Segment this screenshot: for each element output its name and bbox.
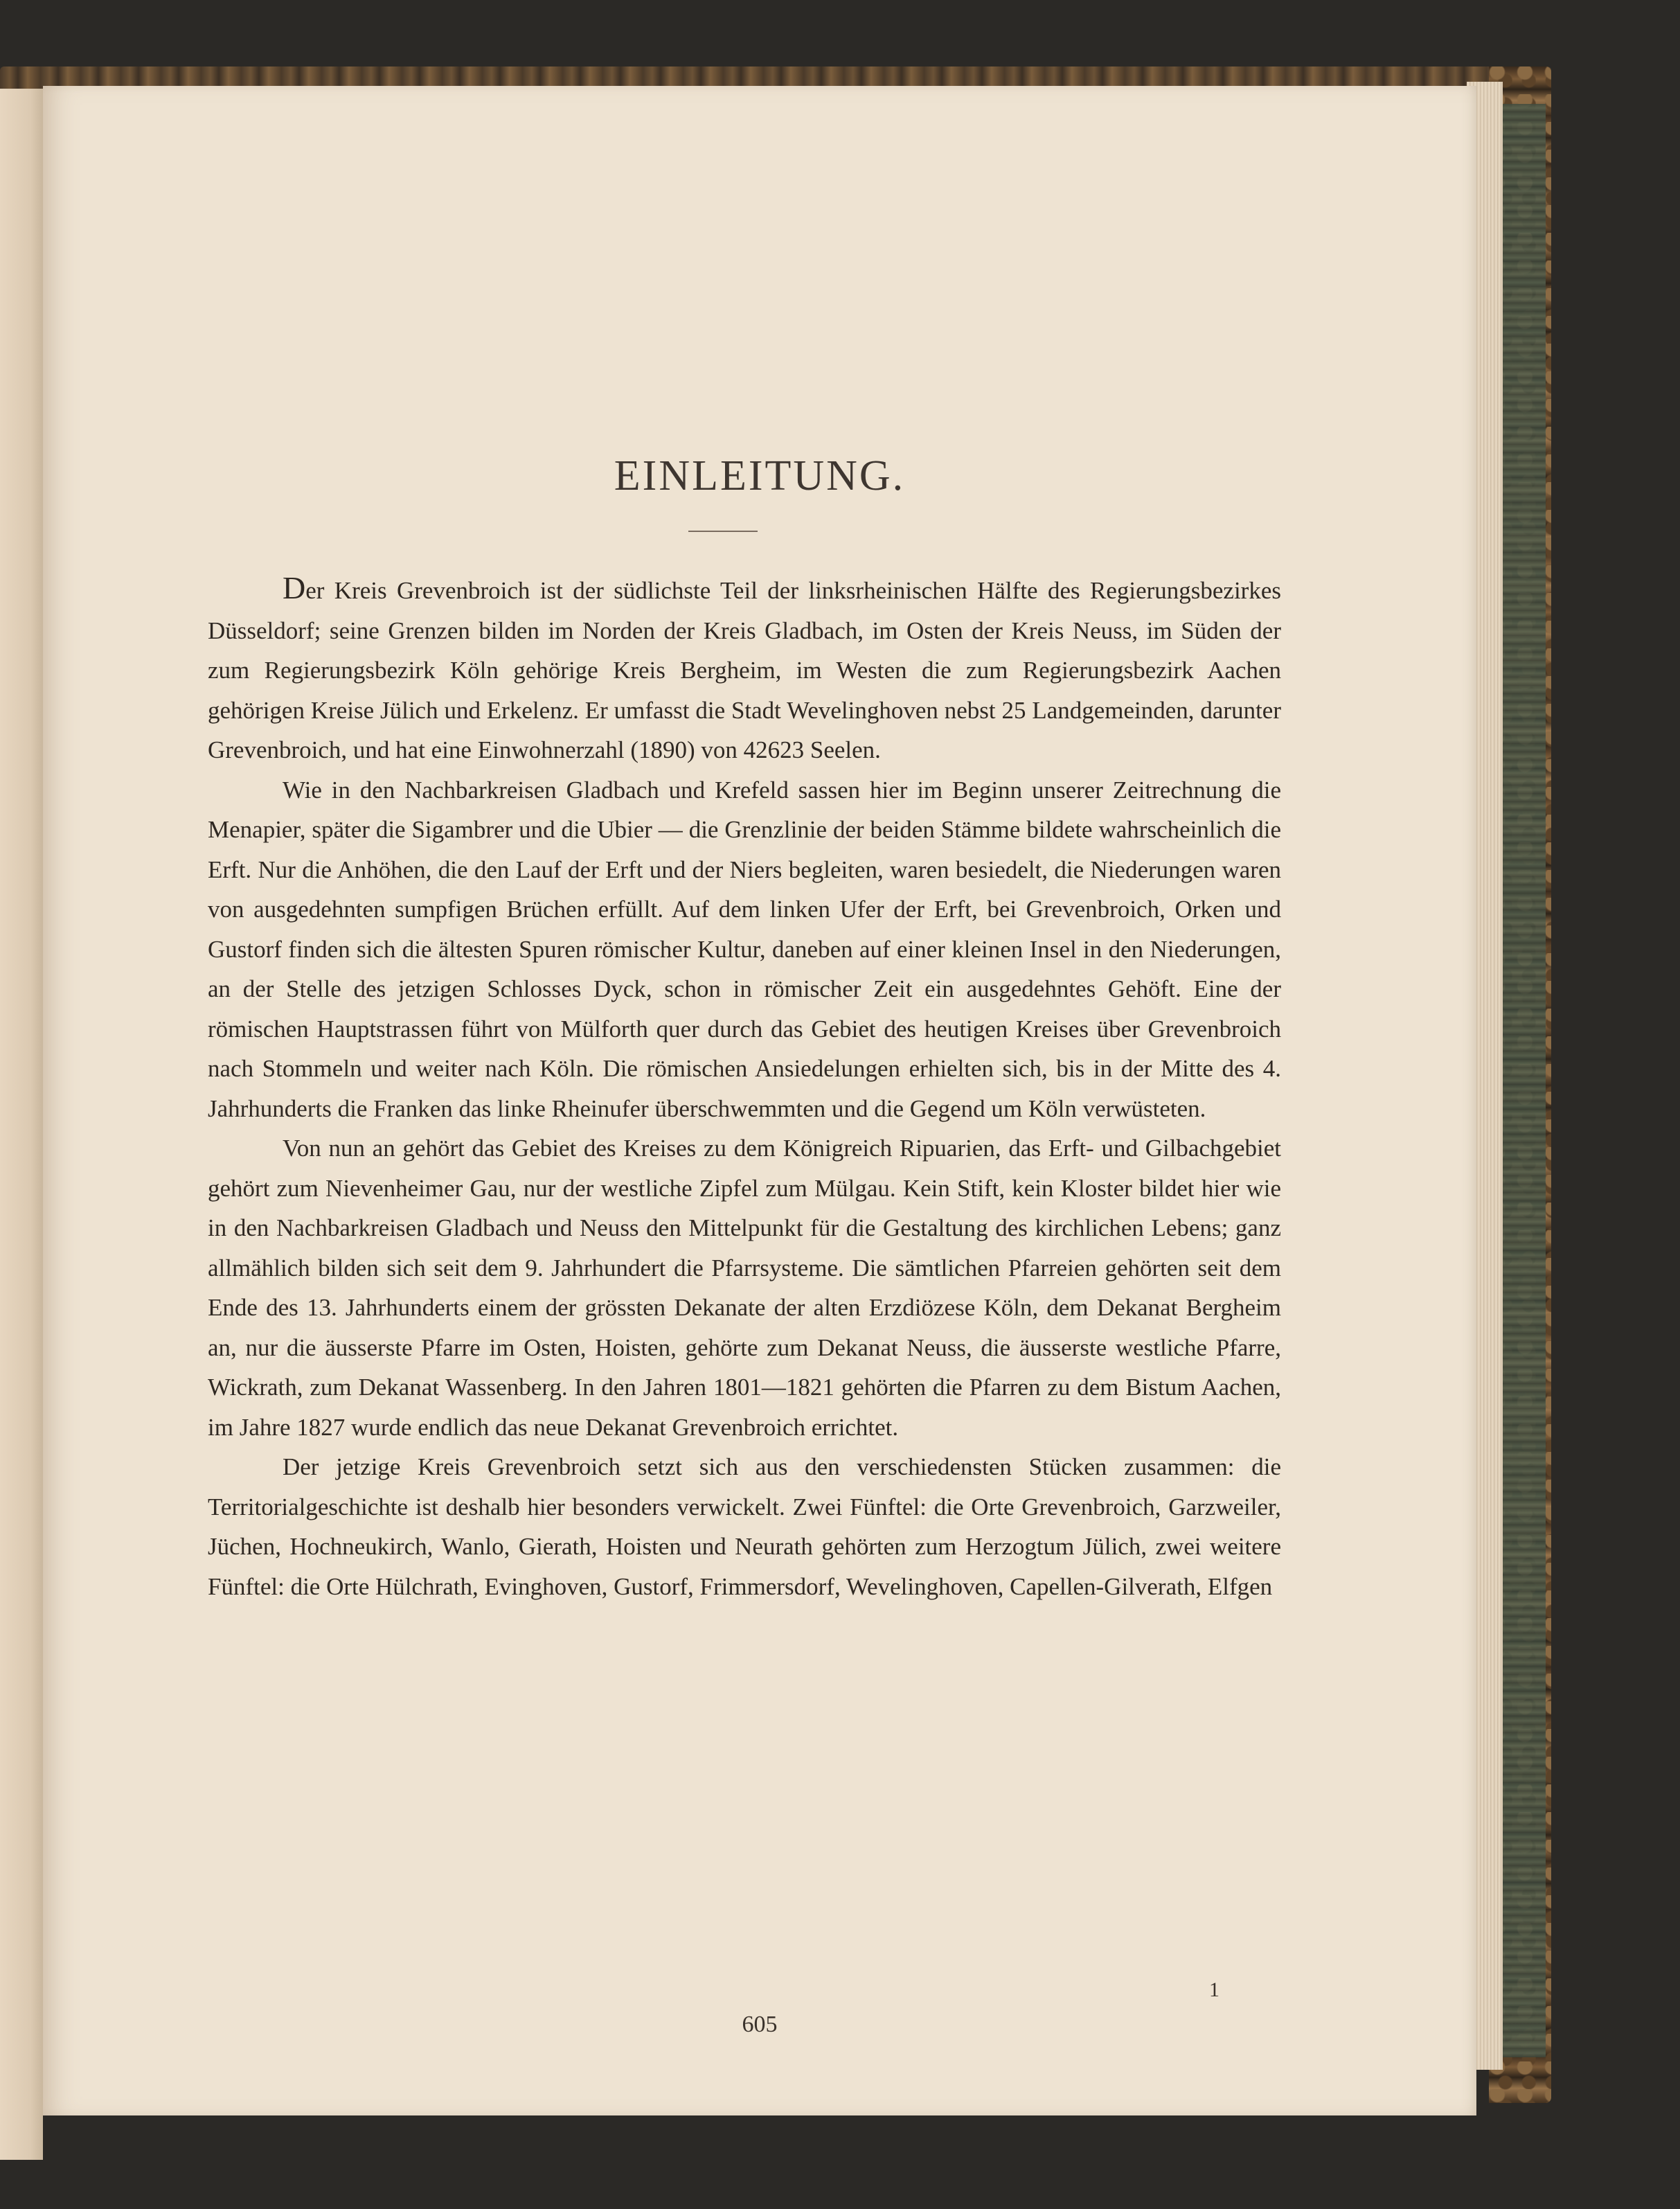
signature-mark: 1: [1209, 1978, 1219, 2001]
paragraph-4: [208, 1447, 1281, 1606]
paragraph-text: Von nun an gehört das Gebiet des Kreises zu dem Königreich Ripuarien, das Erft- und Gilbachgebiet gehört zum Nievenheimer Gau, nur der westliche Zipfel zum Mülgau. Kein Stift, kein Kloster bildet hier wie in den Nachbarkreisen Gladbach und Neuss den Mittelpunkt für die Gestaltung des kirchlichen Lebens; ganz allmählich bilden sich seit dem 9. Jahrhundert die Pfarrsysteme. Die sämtlichen Pfarreien gehörten seit dem Ende des 13. Jahrhunderts einem der grössten Dekanate der alten Erzdiözese Köln, dem Dekanat Bergheim an, nur die äusserste Pfarre im Osten, Hoisten, gehörte zum Dekanat Neuss, die äusserste westliche Pfarre, Wickrath, zum Dekanat Wassenberg. In den Jahren 1801—1821 gehörten die Pfarren zu dem Bistum Aachen, im Jahre 1827 wurde endlich das neue Dekanat Grevenbroich errichtet.: [208, 1135, 1281, 1441]
title-divider: [688, 531, 758, 532]
body-text: [208, 571, 1281, 1606]
left-page-sliver: [0, 89, 43, 2160]
paragraph-text: er Kreis Grevenbroich ist der südlichste Teil der linksrheinischen Hälfte des Regierungsbezirkes Düsseldorf; seine Grenzen bilden im Norden der Kreis Gladbach, im Osten der Kreis Neuss, im Süden der zum Regierungsbezirk Köln gehörige Kreis Bergheim, im Westen die zum Regierungsbezirk Aachen gehörigen Kreise Jülich und Erkelenz. Er umfasst die Stadt Wevelinghoven nebst 25 Landgemeinden, darunter Grevenbroich, und hat eine Einwohnerzahl (1890) von 42623 Seelen.: [208, 577, 1281, 763]
page-title: EINLEITUNG.: [614, 452, 906, 499]
paragraph-1: [208, 571, 1281, 770]
paragraph-text: Der jetzige Kreis Grevenbroich setzt sich aus den verschiedensten Stücken zusammen: die Territorialgeschichte ist deshalb hier besonders verwickelt. Zwei Fünftel: die Orte Grevenbroich, Garzweiler, Jüchen, Hochneukirch, Wanlo, Gierath, Hoisten und Neurath gehörten zum Herzogtum Jülich, zwei weitere Fünftel: die Orte Hülchrath, Evinghoven, Gustorf, Frimmersdorf, Wevelinghoven, Capellen-Gilverath, Elfgen: [208, 1453, 1281, 1600]
paragraph-text: Wie in den Nachbarkreisen Gladbach und Krefeld sassen hier im Beginn unserer Zeitrechnung die Menapier, später die Sigambrer und die Ubier — die Grenzlinie der beiden Stämme bildete wahrscheinlich die Erft. Nur die Anhöhen, die den Lauf der Erft und der Niers begleiten, waren besiedelt, die Niederungen waren von ausgedehnten sumpfigen Brüchen erfüllt. Auf dem linken Ufer der Erft, bei Grevenbroich, Orken und Gustorf finden sich die ältesten Spuren römischer Kultur, daneben auf einer kleinen Insel in den Niederungen, an der Stelle des jetzigen Schlosses Dyck, schon in römischer Zeit ein ausgedehntes Gehöft. Eine der römischen Hauptstrassen führt von Mülforth quer durch das Gebiet des heutigen Kreises über Grevenbroich nach Stommeln und weiter nach Köln. Die römischen Ansiedelungen erhielten sich, bis in der Mitte des 4. Jahrhunderts die Franken das linke Rheinufer überschwemmten und die Gegend um Köln verwüsteten.: [208, 776, 1281, 1122]
paragraph-2: [208, 770, 1281, 1129]
paragraph-3: [208, 1128, 1281, 1447]
book-spine: [1503, 104, 1546, 2057]
document-page: [43, 86, 1476, 2115]
page-number: 605: [742, 2012, 778, 2037]
dropcap: D: [283, 570, 306, 605]
